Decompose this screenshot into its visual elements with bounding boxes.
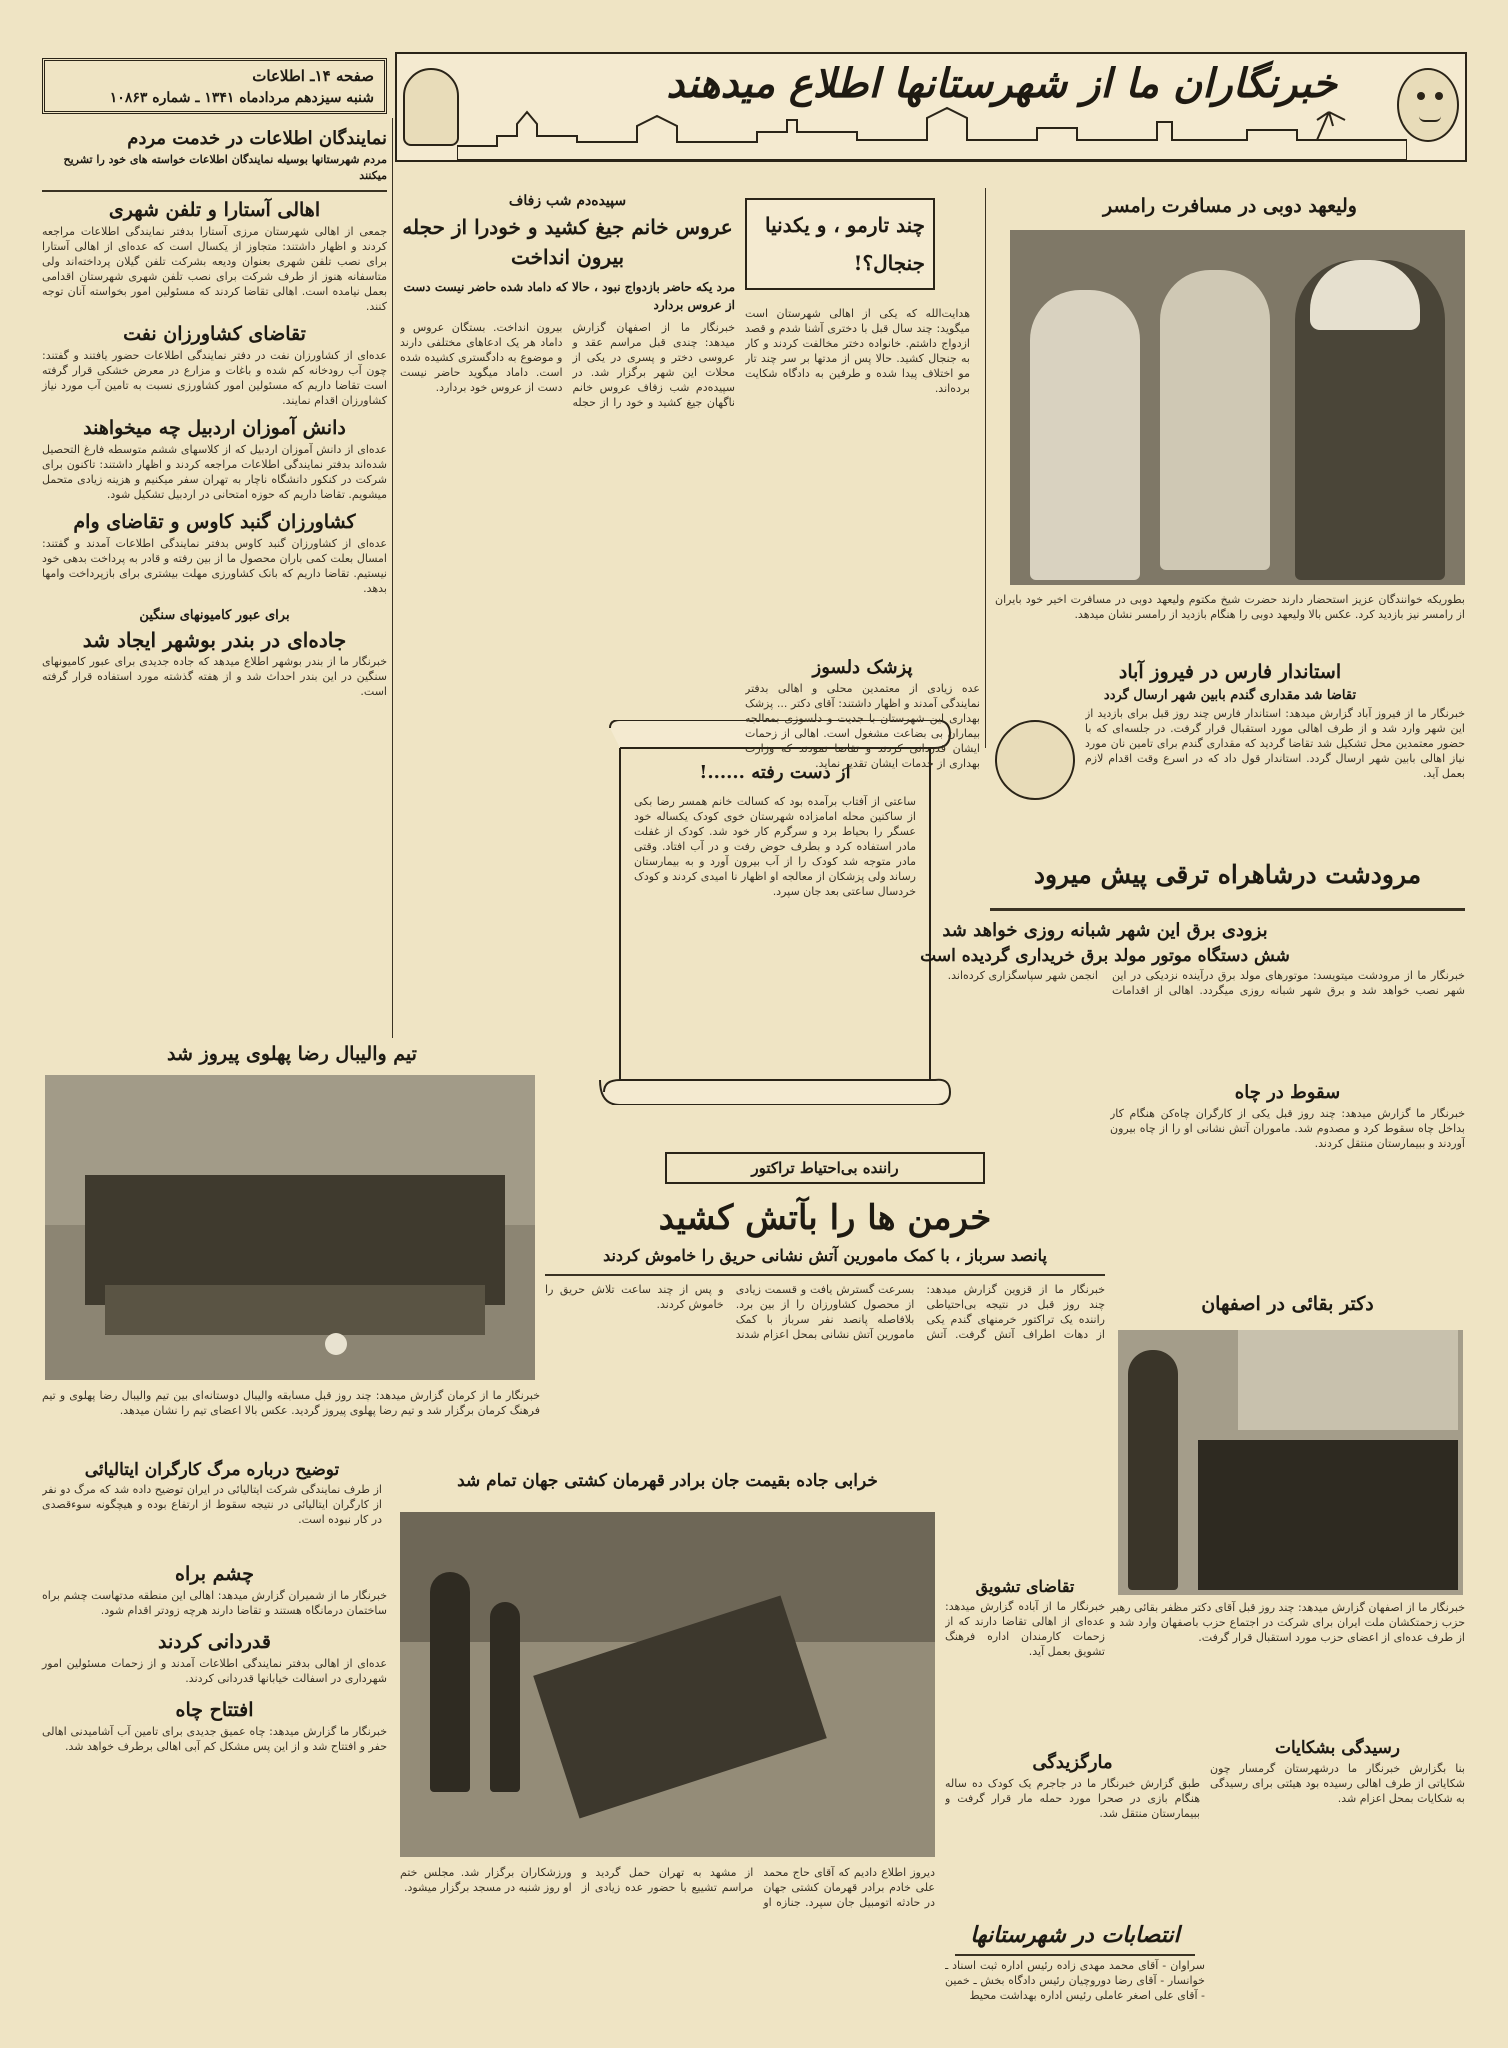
thanks-title: قدردانی کردند bbox=[158, 1631, 271, 1653]
doctor-body: عده زیادی از معتمدین محلی و اهالی بدفتر نمایندگی آمدند و اظهار داشتند: آقای دکتر ... پزشک بهداری این شهرستان با جدیت و دلسوزی بمعالجه بیماران بی بضاعت مشغول است. اهالی از زحمات ایشان قدردانی کردند و تقاضا نمودند که وزارت بهداری از خدمات ایشان تقدیر نماید. bbox=[745, 682, 980, 770]
dubai-photo bbox=[1010, 230, 1465, 585]
marvdasht-title: مرودشت درشاهراه ترقی پیش میرود bbox=[1033, 860, 1422, 889]
volleyball-caption: خبرنگار ما از کرمان گزارش میدهد: چند روز قبل مسابقه والیبال دوستانه‌ای بین تیم والیبال رضا پهلوی و تیم فرهنگ کرمان برگزار شد و تیم رضا پهلوی پیروز گردید. عکس بالا اعضای تیم را نشان میدهد. bbox=[42, 1389, 540, 1417]
appointments-title: انتصابات در شهرستانها bbox=[970, 1922, 1180, 1948]
well-fall-article bbox=[1110, 1080, 1465, 1285]
encourage-body: خبرنگار ما از آباده گزارش میدهد: عده‌ای از اهالی تقاضا دارند که از زحمات کارمندان اداره فرهنگ تشویق بعمل آید. bbox=[945, 1600, 1105, 1658]
reporter-sketch-icon bbox=[995, 720, 1075, 800]
banner-title: خبرنگاران ما از شهرستانها اطلاع میدهند bbox=[666, 60, 1337, 107]
road-title: خرابی جاده بقیمت جان برادر قهرمان کشتی جهان تمام شد bbox=[457, 1471, 878, 1491]
italy-title: توضیح درباره مرگ کارگران ایتالیائی bbox=[84, 1460, 340, 1480]
doctor-article bbox=[745, 655, 980, 850]
encourage-article bbox=[945, 1575, 1105, 1745]
column-divider-2 bbox=[985, 188, 986, 748]
article-ardabil-title: دانش آموزان اردبیل چه میخواهند bbox=[83, 417, 346, 439]
page-info-box bbox=[42, 58, 387, 114]
article-bushehr-kicker: برای عبور کامیونهای سنگین bbox=[139, 608, 290, 623]
wedding-kicker: سپیده‌دم شب زفاف bbox=[508, 193, 627, 209]
column-divider-1 bbox=[392, 118, 393, 1038]
tractor-kicker-box bbox=[665, 1152, 985, 1184]
dubai-caption: بطوریکه خوانندگان عزیز استحضار دارند حضرت شیخ مکتوم ولیعهد دوبی در مسافرت اخیر خود بایران از رامسر نیز بازدید کرد. عکس بالا ولیعهد دوبی را هنگام بازدید از رامسر نشان میدهد. bbox=[995, 593, 1465, 621]
tractor-body: خبرنگار ما از قزوین گزارش میدهد: چند روز قبل در نتیجه بی‌احتیاطی راننده یک تراکتور خرمنهای گندم یکی از دهات اطراف آتش گرفت. آتش بسرعت گسترش یافت و قسمت زیادی از محصول کشاورزان را از بین برد. بلافاصله پانصد نفر سرباز با کمک مامورین آتش نشانی بمحل اعزام شدند و پس از چند ساعت تلاش حریق را خاموش کردند. bbox=[545, 1283, 1105, 1341]
thanks-body: عده‌ای از اهالی بدفتر نمایندگی اطلاعات آمدند و از زحمات مسئولین امور شهرداری در اسفالت خیابانها قدردانی کردند. bbox=[42, 1657, 387, 1685]
section-head: نمایندگان اطلاعات در خدمت مردم bbox=[127, 128, 387, 149]
doctor-title: پزشک دلسوز bbox=[812, 657, 913, 678]
article-naft-body: عده‌ای از کشاورزان نفت در دفتر نمایندگی اطلاعات حضور یافتند و گفتند: چون آب رودخانه کم شده و باغات و مزارع در معرض خشکی قرار گرفته است تقاضا داریم که مسئولین امور کشاورزی نسبت به تامین آب مورد نیاز کشاورزان اقدام نمایند. bbox=[42, 349, 387, 407]
marvdasht-article bbox=[745, 918, 1465, 1078]
marvdasht-subtitle-1: بزودی برق این شهر شبانه روزی خواهد شد bbox=[942, 920, 1268, 941]
left-caricature-icon bbox=[403, 68, 459, 146]
chandtar-body: هدایت‌الله که یکی از اهالی شهرستان است میگوید: چند سال قبل با دختری آشنا شدم و قصد ازدواج داشتم. خانواده دختر مخالفت کردند و کار به جنجال کشید. حالا پس از مدتها بر سر چند تار مو اختلاف پیدا شده و طرفین به دادگاه شکایت برده‌اند. bbox=[745, 307, 970, 395]
wedding-title: عروس خانم جیغ کشید و خودرا از حجله بیرون انداخت bbox=[402, 215, 733, 269]
road-photo bbox=[400, 1512, 935, 1857]
well-opening-title: افتتاح چاه bbox=[175, 1699, 254, 1721]
volleyball-title: تیم والیبال رضا پهلوی پیروز شد bbox=[167, 1043, 417, 1065]
article-bushehr-body: خبرنگار ما از بندر بوشهر اطلاع میدهد که جاده جدیدی برای عبور کامیونهای سنگین در این بندر احداث شد و از هفته گذشته مورد استفاده قرار گرفته است. bbox=[42, 655, 387, 698]
well-fall-title: سقوط در چاه bbox=[1234, 1082, 1341, 1103]
skyline-illustration bbox=[457, 106, 1407, 160]
firuzabad-subtitle: تقاضا شد مقداری گندم بابین شهر ارسال گردد bbox=[1103, 688, 1357, 703]
marvdasht-banner bbox=[990, 855, 1465, 915]
well-fall-body: خبرنگار ما گزارش میدهد: چند روز قبل یکی از کارگران چاه‌کن هنگام کار بداخل چاه سقوط کرد و مصدوم شد. ماموران آتش نشانی او را از چاه بیرون آوردند و ببیمارستان منتقل کردند. bbox=[1110, 1107, 1465, 1150]
masthead-banner bbox=[395, 52, 1467, 162]
snakebite-article bbox=[945, 1750, 1200, 1910]
article-naft-title: تقاضای کشاورزان نفت bbox=[123, 323, 306, 345]
center-column bbox=[400, 190, 735, 730]
appointments-box bbox=[945, 1918, 1205, 2038]
article-astara-body: جمعی از اهالی شهرستان مرزی آستارا بدفتر نمایندگی اطلاعات مراجعه کردند و اظهار داشتند: متجاوز از یکسال است که عده‌ای از اهالی آستارا برای نصب تلفن شهری بعنوان ودیعه بشرکت تلفن گیلان پرداخته‌اند ولی متاسفانه هنوز از طرف شرکت برای نصب تلفن شهری شهرستان اقدامی بعمل نیامده است. اهالی تقاضا کردند که مسئولین امور بخواسته آنان توجه کنند. bbox=[42, 225, 387, 313]
complaints-title: رسیدگی بشکایات bbox=[1274, 1738, 1401, 1758]
firuzabad-title: استاندار فارس در فیروز آباد bbox=[1118, 661, 1342, 683]
left-column bbox=[42, 118, 387, 1050]
tractor-subtitle: پانصد سرباز ، با کمک مامورین آتش نشانی حریق را خاموش کردند bbox=[603, 1246, 1047, 1265]
article-bushehr-title: جاده‌ای در بندر بوشهر ایجاد شد bbox=[82, 628, 347, 652]
baghaei-body: خبرنگار ما از اصفهان گزارش میدهد: چند روز قبل آقای دکتر مظفر بقائی رهبر حزب زحمتکشان ملت ایران برای شرکت در اجتماع حزب باصفهان وارد شد و از طرف عده‌ای از اعضای حزب مورد استقبال قرار گرفت. bbox=[1110, 1601, 1465, 1644]
appointments-body: سراوان - آقای محمد مهدی زاده رئیس اداره ثبت اسناد ـ خوانسار - آقای رضا دوروچیان رئیس دادگاه بخش ـ خمین - آقای علی اصغر عاملی رئیس اداره بهداشت محیط bbox=[945, 1959, 1205, 2002]
bottom-strip: دیروز اطلاع دادیم که آقای حاج محمد علی خادم برادر قهرمان کشتی جهان در حادثه اتومبیل جان سپرد. جنازه او از مشهد به تهران حمل گردید و مراسم تشییع با حضور عده زیادی از ورزشکاران برگزار شد. مجلس ختم او روز شنبه در مسجد برگزار میشود. bbox=[400, 1866, 935, 1909]
wedding-subtitle: مرد یکه حاضر بازدواج نبود ، حالا که داماد شده حاضر نیست دست از عروس بردارد bbox=[403, 280, 735, 312]
date-line: شنبه سیزدهم مردادماه ۱۳۴۱ ـ شماره ۱۰۸۶۳ bbox=[109, 90, 374, 106]
marvdasht-subtitle-2: شش دستگاه موتور مولد برق خریداری گردیده است bbox=[920, 946, 1290, 966]
page-label: صفحه ۱۴ـ اطلاعات bbox=[252, 67, 374, 85]
complaints-body: بنا بگزارش خبرنگار ما درشهرستان گرمسار چون شکایاتی از طرف اهالی رسیده بود هیئتی برای رسیدگی به شکایات بمحل اعزام شد. bbox=[1210, 1762, 1465, 1805]
firuzabad-body: خبرنگار ما از فیروز آباد گزارش میدهد: استاندار فارس چند روز قبل برای بازدید از این شهر وارد شد و از طرف اهالی مورد استقبال قرار گرفت. در جلسه‌ای که با حضور معتمدین محل تشکیل شد تقاضا گردید که مقداری گندم برای تامین نان مورد نیاز اهالی بابین شهر ارسال گردد. استاندار قول داد که در اسرع وقت اقدام لازم بعمل آید. bbox=[1085, 707, 1465, 780]
left-bottom-column bbox=[42, 1560, 387, 2040]
wedding-body: خبرنگار ما از اصفهان گزارش میدهد: چندی قبل مراسم عقد و عروسی دختر و پسری در یکی از محلات این شهر برگزار شد. در سپیده‌دم شب زفاف عروس خانم ناگهان جیغ کشید و خود را از حجله بیرون انداخت. بستگان عروس و داماد هر یک ادعاهای مختلفی دارند و موضوع به دادگستری کشیده شده است. داماد میگوید حاضر نیست دست از عروس خود بردارد. bbox=[400, 321, 735, 409]
section-sub: مردم شهرستانها بوسیله نمایندگان اطلاعات خواسته های خود را تشریح میکنند bbox=[63, 153, 387, 182]
article-gonbad-body: عده‌ای از کشاورزان گنبد کاوس بدفتر نمایندگی اطلاعات آمدند و گفتند: امسال بعلت کمی باران محصول ما از بین رفته و قادر به پرداخت بدهی خود نیستیم. تقاضا داریم که بانک کشاورزی مهلت بیشتری برای بازپرداخت وامها بدهد. bbox=[42, 537, 387, 595]
italy-article bbox=[42, 1458, 382, 1553]
italy-body: از طرف نمایندگی شرکت ایتالیائی در ایران توضیح داده شد که مرگ دو نفر از کارگران ایتالیائی در نتیجه سقوط از ارتفاع بوده و هیچگونه سوء‌قصدی در کار نبوده است. bbox=[42, 1483, 382, 1526]
snakebite-title: مارگزیدگی bbox=[1032, 1752, 1113, 1773]
scroll-body: ساعتی از آفتاب برآمده بود که کسالت خانم همسر رضا بکی از ساکنین محله امامزاده شهرستان خوی کودک یکساله خود عسگر را بحیاط برد و سرگرم کار خود شد. کودک از غفلت مادر استفاده کرد و بطرف حوض رفت و در آب افتاد. وقتی مادر متوجه شد کودک را از آب بیرون آورد و به بیمارستان رساند ولی پزشکان از معالجه او اظهار نا امیدی کردند و کودک خردسال ساعتی بعد جان سپرد. bbox=[634, 795, 916, 898]
baghaei-photo bbox=[1118, 1330, 1463, 1595]
chandtar-title: چند تارمو ، و یکدنیا جنجال؟! bbox=[764, 213, 925, 275]
encourage-title: تقاضای تشویق bbox=[975, 1577, 1075, 1596]
complaints-article bbox=[1210, 1735, 1465, 2035]
article-gonbad-title: کشاورزان گنبد کاوس و تقاضای وام bbox=[73, 511, 356, 533]
snakebite-body: طبق گزارش خبرنگار ما در جاجرم یک کودک ده ساله هنگام بازی در صحرا مورد حمله مار قرار گرفت و ببیمارستان منتقل شد. bbox=[945, 1777, 1200, 1820]
article-astara-title: اهالی آستارا و تلفن شهری bbox=[108, 199, 321, 221]
scroll-title: از دست رفته ......! bbox=[699, 762, 851, 783]
chandtar-box bbox=[745, 198, 975, 698]
chandtar-title-box bbox=[745, 198, 935, 290]
baghaei-title: دکتر بقائی در اصفهان bbox=[1201, 1293, 1374, 1315]
waiting-body: خبرنگار ما از شمیران گزارش میدهد: اهالی این منطقه مدتهاست چشم براه ساختمان درمانگاه هستند و تقاضا دارند هرچه زودتر اقدام شود. bbox=[42, 1589, 387, 1617]
volleyball-photo bbox=[45, 1075, 535, 1380]
marvdasht-body: خبرنگار ما از مرودشت میتویسد: موتورهای مولد برق درآینده نزدیکی در این شهر نصب خواهد شد و برق شهر شبانه روزی میگردد. اهالی از اقدامات انجمن شهر سپاسگزاری کرده‌اند. bbox=[947, 969, 1465, 997]
waiting-title: چشم براه bbox=[175, 1563, 254, 1585]
reporter-caricature-icon bbox=[1397, 68, 1459, 142]
well-opening-body: خبرنگار ما گزارش میدهد: چاه عمیق جدیدی برای تامین آب آشامیدنی اهالی حفر و افتتاح شد و از این پس مشکل کم آبی اهالی برطرف خواهد شد. bbox=[42, 1725, 387, 1753]
dubai-title: ولیعهد دوبی در مسافرت رامسر bbox=[1103, 195, 1357, 217]
tractor-kicker: راننده بی‌احتیاط تراکتور bbox=[751, 1159, 899, 1177]
article-ardabil-body: عده‌ای از دانش آموزان اردبیل که از کلاسهای ششم متوسطه فارغ التحصیل شده‌اند بدفتر نمایندگی اطلاعات مراجعه کردند و اظهار داشتند: تاکنون برای شرکت در کنکور دانشگاه ناچار به تهران سفر میکنیم و هزینه زیادی متحمل میشویم. تقاضا داریم که حوزه امتحانی در اردبیل تشکیل شود. bbox=[42, 443, 387, 501]
tractor-title: خرمن ها را بآتش کشید bbox=[658, 1198, 992, 1238]
firuzabad-article bbox=[995, 658, 1465, 843]
